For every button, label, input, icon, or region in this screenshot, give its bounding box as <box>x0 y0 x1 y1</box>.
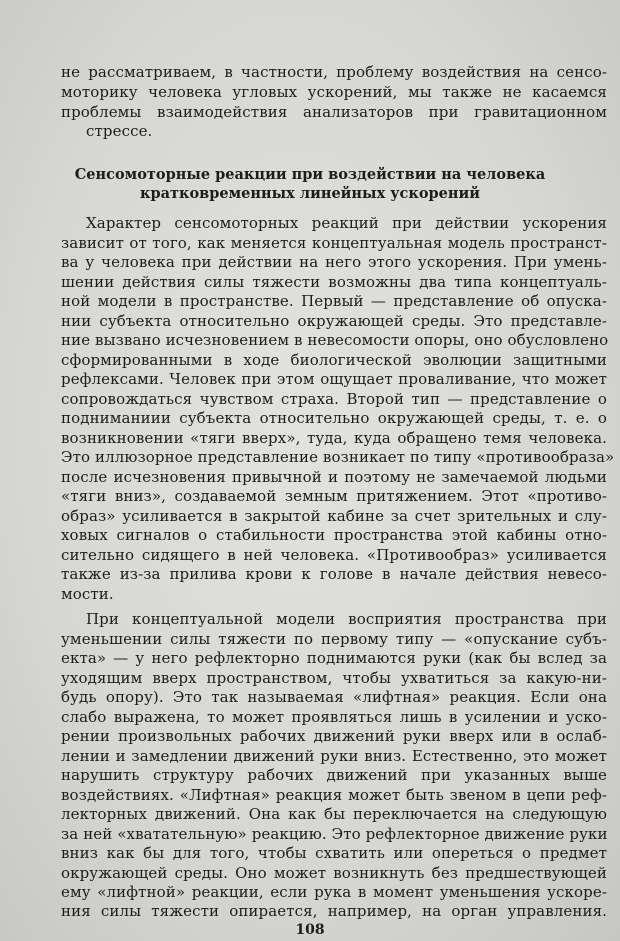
text-line: ва у человека при действии на него этого ускорения. При умень- <box>61 253 607 271</box>
text-line: будь опору). Это так называемая «лифтная» реакция. Если она <box>61 688 607 706</box>
text-line: ние вызвано исчезновением в невесомости опоры, оно обусловлено <box>61 331 609 349</box>
text-line: шении действия силы тяжести возможны два типа концептуаль- <box>61 273 607 291</box>
text-line: При концептуальной модели восприятия пространства при <box>86 610 607 628</box>
text-line: нии субъекта относительно окружающей среды. Это представле- <box>61 312 607 330</box>
text-line: вниз как бы для того, чтобы схватить или опереться о предмет <box>61 844 607 862</box>
text-line: рефлексами. Человек при этом ощущает проваливание, что может <box>61 370 607 388</box>
text-line: ховых сигналов о стабильности пространства этой кабины отно- <box>61 526 607 544</box>
text-line: «тяги вниз», создаваемой земным притяжением. Этот «противо- <box>61 487 607 505</box>
text-line: лении и замедлении движений руки вниз. Естественно, это может <box>61 747 607 765</box>
section-heading: кратковременных линейных ускорений <box>140 185 480 202</box>
text-line: сопровождаться чувством страха. Второй тип — представление о <box>61 390 607 408</box>
text-line: проблемы взаимодействия анализаторов при гравитационном <box>61 103 607 121</box>
text-line: зависит от того, как меняется концептуальная модель пространст- <box>61 234 607 252</box>
text-line: уходящим вверх пространством, чтобы ухватиться за какую-ни- <box>61 669 607 687</box>
text-line: после исчезновения привычной и поэтому не замечаемой людьми <box>61 468 607 486</box>
text-line: лекторных движений. Она как бы переключается на следующую <box>61 805 607 823</box>
text-line: возникновении «тяги вверх», туда, куда обращено темя человека. <box>61 429 607 447</box>
text-line: Это иллюзорное представление возникает по типу «противообраза» <box>61 448 615 466</box>
text-line: сформированными в ходе биологической эволюции защитными <box>61 351 607 369</box>
text-line: екта» — у него рефлекторно поднимаются руки (как бы вслед за <box>61 649 607 667</box>
text-line: сительно сидящего в ней человека. «Противообраз» усиливается <box>61 546 607 564</box>
text-line: также из-за прилива крови к голове в начале действия невесо- <box>61 565 607 583</box>
text-line: ной модели в пространстве. Первый — представление об опуска- <box>61 292 607 310</box>
text-line: рении произвольных рабочих движений руки вверх или в ослаб- <box>61 727 607 745</box>
page-number: 108 <box>295 922 325 938</box>
text-line: нарушить структуру рабочих движений при указанных выше <box>61 766 607 784</box>
section-heading: Сенсомоторные реакции при воздействии на человека <box>74 166 546 183</box>
text-line: стрессе. <box>86 122 153 140</box>
text-line: слабо выражена, то может проявляться лишь в усилении и уско- <box>61 708 607 726</box>
text-line: образ» усиливается в закрытой кабине за счет зрительных и слу- <box>61 507 607 525</box>
text-line: Характер сенсомоторных реакций при действии ускорения <box>86 214 607 232</box>
text-line: за ней «хватательную» реакцию. Это рефлекторное движение руки <box>61 825 608 843</box>
text-line: ния силы тяжести опирается, например, на орган управления. <box>61 902 607 920</box>
text-line: моторику человека угловых ускорений, мы также не касаемся <box>61 83 607 101</box>
text-line: не рассматриваем, в частности, проблему воздействия на сенсо- <box>61 63 607 81</box>
text-line: подниманиии субъекта относительно окружающей среды, т. е. о <box>61 409 607 427</box>
text-line: окружающей среды. Оно может возникнуть без предшествующей <box>61 864 607 882</box>
text-line: уменьшении силы тяжести по первому типу — «опускание субъ- <box>61 630 607 648</box>
text-line: воздействиях. «Лифтная» реакция может быть звеном в цепи реф- <box>61 786 607 804</box>
text-line: ему «лифтной» реакции, если рука в момент уменьшения ускоре- <box>61 883 607 901</box>
text-line: мости. <box>61 585 114 603</box>
